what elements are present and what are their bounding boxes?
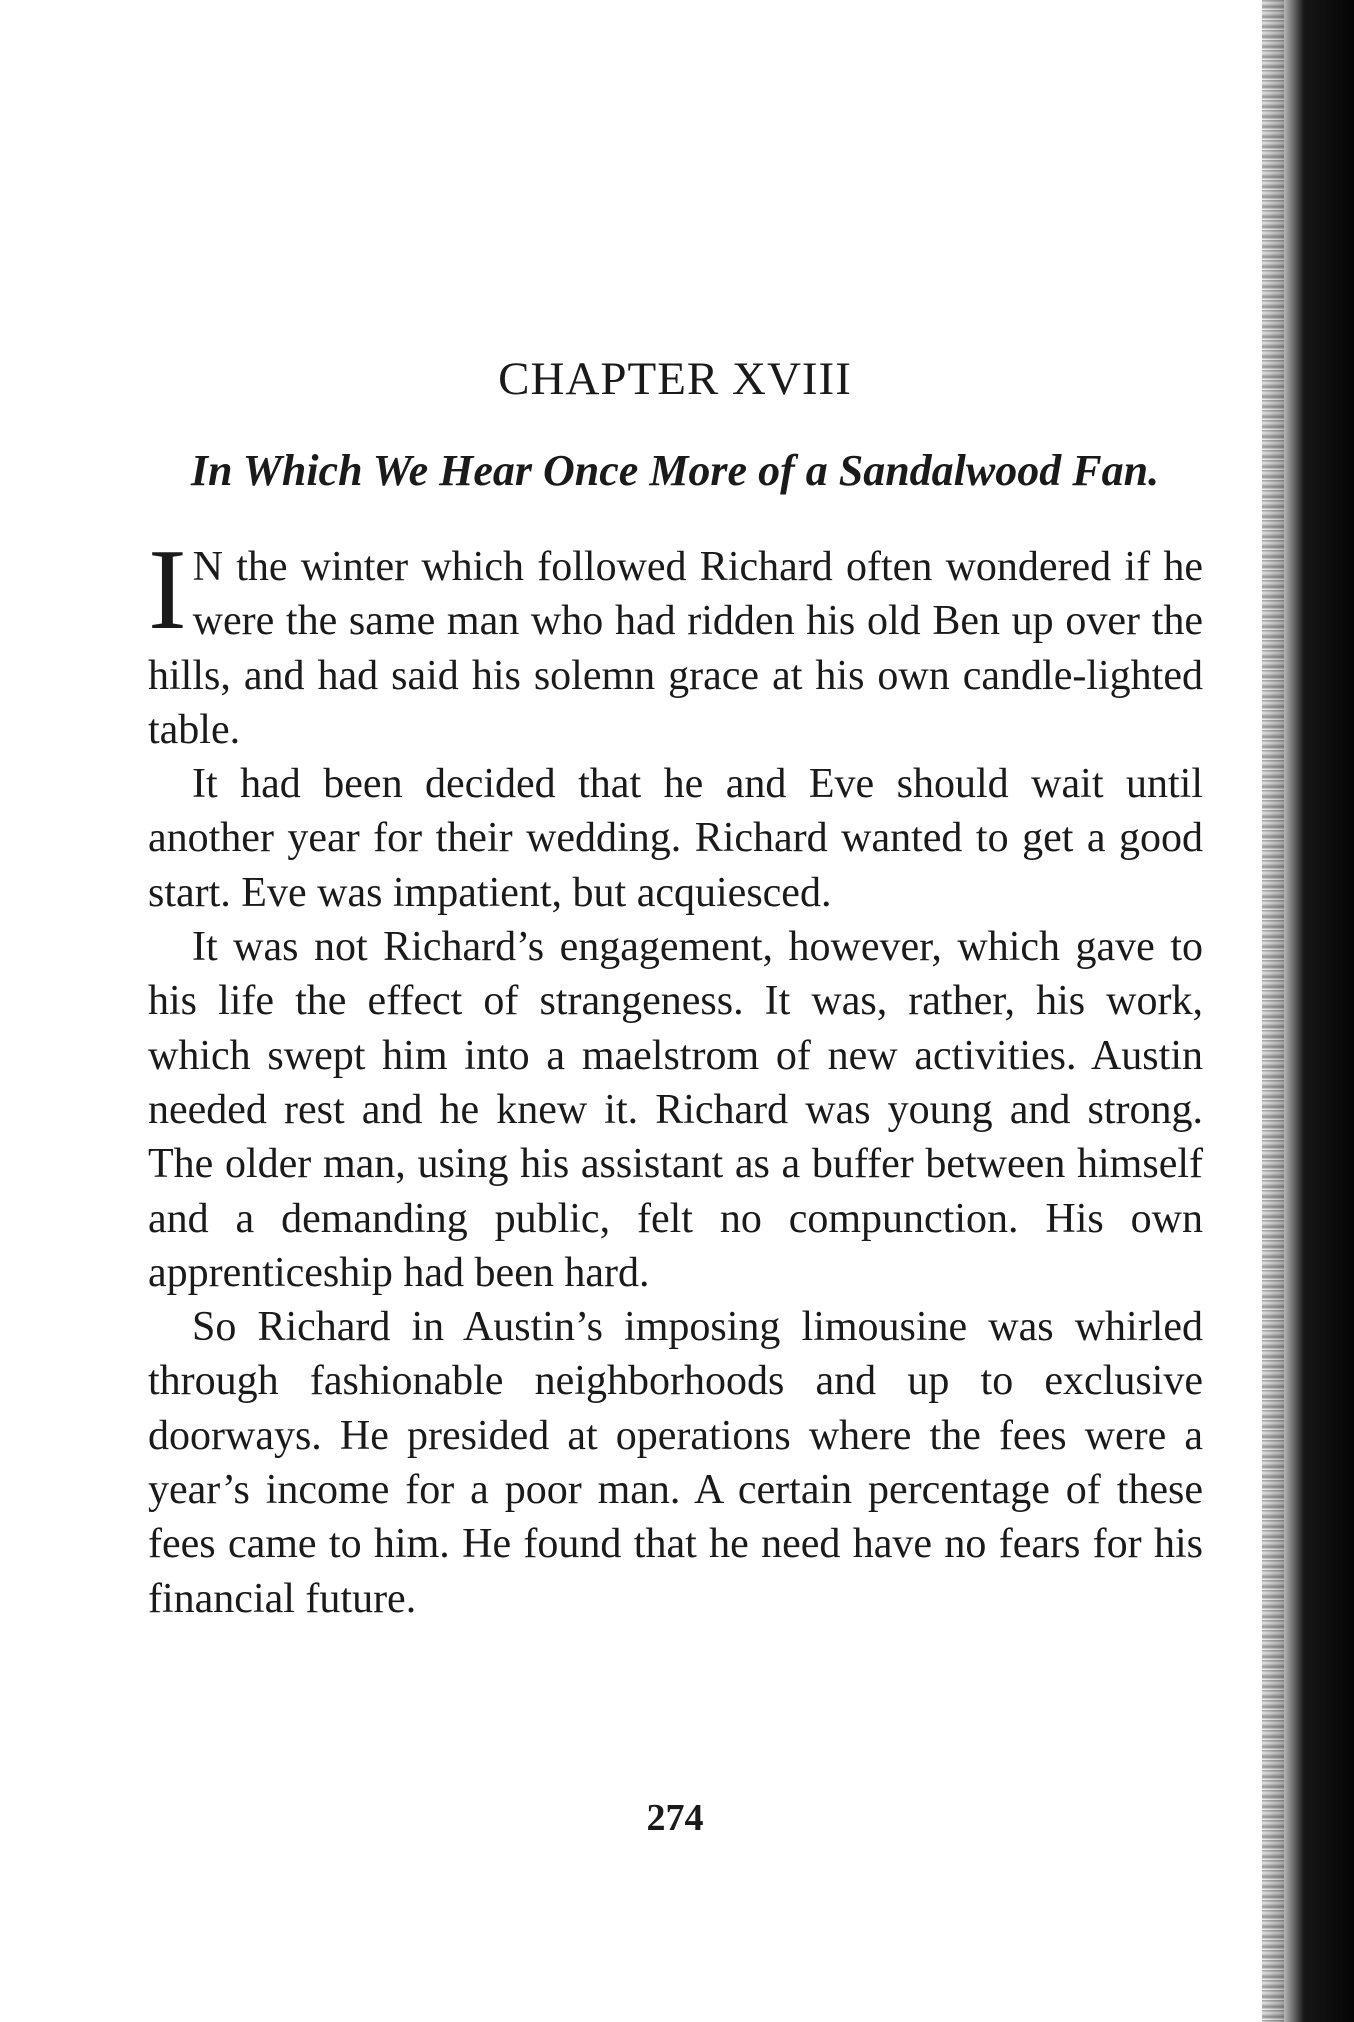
chapter-subtitle: In Which We Hear Once More of a Sandalwood Fan. <box>190 446 1160 495</box>
paragraph <box>148 526 1203 757</box>
page-gutter-texture <box>1262 0 1284 2022</box>
chapter-title: CHAPTER XVIII <box>498 353 852 405</box>
page-number: 274 <box>646 1797 704 1839</box>
paragraph: It was not Richard’s engagement, however, which gave to his life the effect of strangeness. It was, rather, his work, which swept him into a maelstrom of new activities. Austin needed rest and he knew it. Richard was young and strong. The older man, using his assistant as a buffer between himself and a demanding public, felt no compunction. His own apprenticeship had been hard. <box>148 924 1203 1296</box>
paragraph-text: N the winter which followed Richard often wondered if he were the same man who had ridden his old Ben up over the hills, and had said his solemn grace at his own candle-lighted table. <box>148 544 1203 753</box>
paragraph: It had been decided that he and Eve should wait until another year for their wedding. Richard wanted to get a good start. Eve was impatient, but acquiesced. <box>148 761 1203 916</box>
paragraph: So Richard in Austin’s imposing limousine was whirled through fashionable neighborhoods and up to exclusive doorways. He presided at operations where the fees were a year’s income for a poor man. A certain percentage of these fees came to him. He found that he need have no fears for his financial future. <box>148 1304 1203 1622</box>
chapter-text <box>148 526 1203 1626</box>
drop-cap: I <box>148 526 187 654</box>
